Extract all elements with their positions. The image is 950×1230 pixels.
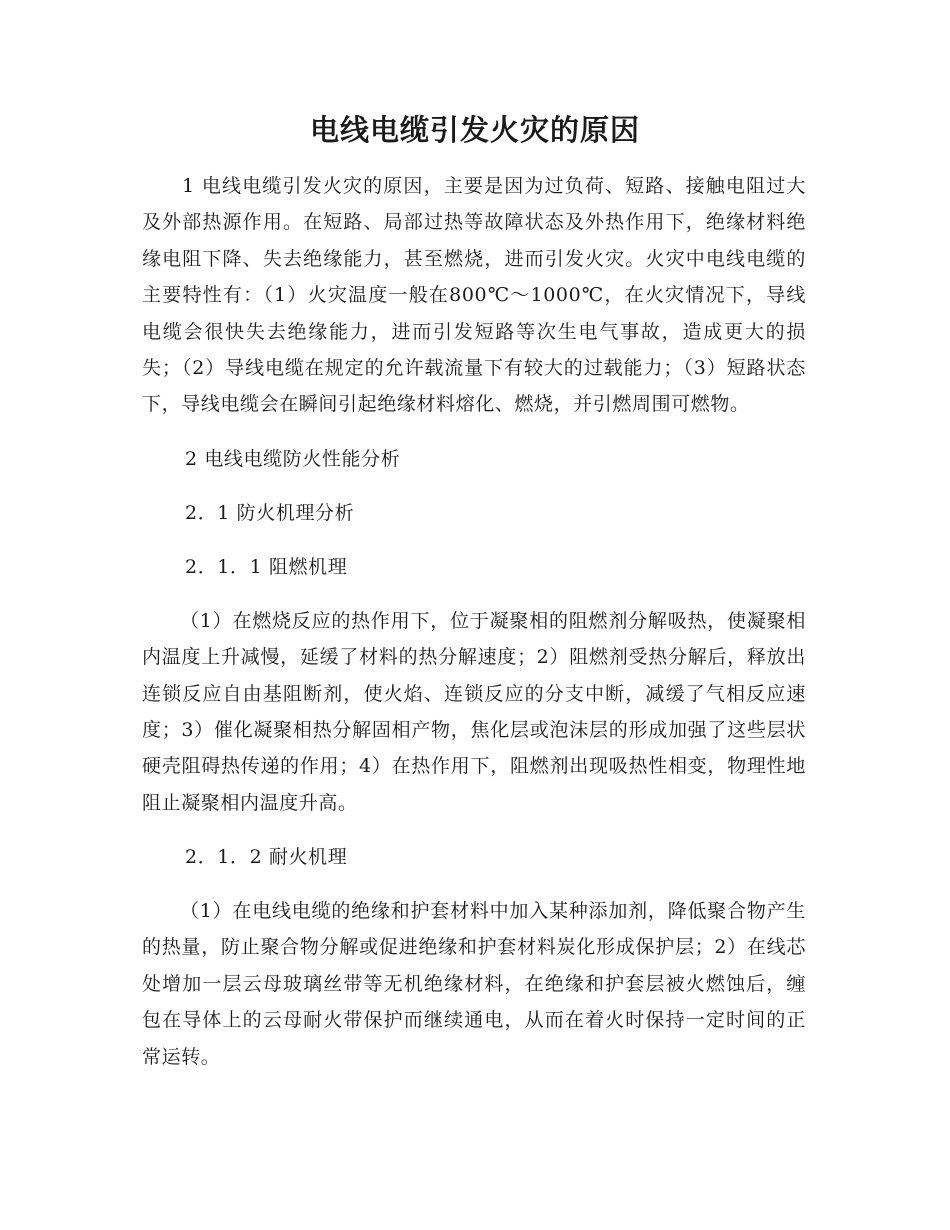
document-body [142,168,806,1075]
heading-section-2: 2 电线电缆防火性能分析 [185,447,401,470]
document-title: 电线电缆引发火灾的原因 [309,113,640,147]
paragraph-fire-causes: 1 电线电缆引发火灾的原因，主要是因为过负荷、短路、接触电阻过大及外部热源作用。在短路、局部过热等故障状态及外热作用下，绝缘材料绝缘电阻下降、失去绝缘能力，甚至燃烧，进而引发火灾。火灾中电线电缆的主要特性有：（1）火灾温度一般在800℃～1000℃，在火灾情况下，导线电缆会很快失去绝缘能力，进而引发短路等次生电气事故，造成更大的损失；（2）导线电缆在规定的允许载流量下有较大的过载能力；（3）短路状态下，导线电缆会在瞬间引起绝缘材料熔化、燃烧，并引燃周围可燃物。 [142,175,806,416]
paragraph-fire-resistance-mechanism: （1）在电线电缆的绝缘和护套材料中加入某种添加剂，降低聚合物产生的热量，防止聚合物分解或促进绝缘和护套材料炭化形成保护层；2）在线芯处增加一层云母玻璃丝带等无机绝缘材料，在绝缘和护套层被火燃蚀后，缠包在导体上的云母耐火带保护而继续通电，从而在着火时保持一定时间的正常运转。 [142,899,806,1068]
heading-section-2-1-1: 2．1．1 阻燃机理 [185,555,348,578]
heading-section-2-1-2: 2．1．2 耐火机理 [185,845,348,868]
heading-section-2-1: 2．1 防火机理分析 [185,501,355,524]
paragraph-flame-retardant-mechanism: （1）在燃烧反应的热作用下，位于凝聚相的阻燃剂分解吸热，使凝聚相内温度上升减慢，延缓了材料的热分解速度；2）阻燃剂受热分解后，释放出连锁反应自由基阻断剂，使火焰、连锁反应的分支中断，减缓了气相反应速度；3）催化凝聚相热分解固相产物，焦化层或泡沫层的形成加强了这些层状硬壳阻碍热传递的作用；4）在热作用下，阻燃剂出现吸热性相变，物理性地阻止凝聚相内温度升高。 [142,609,806,814]
